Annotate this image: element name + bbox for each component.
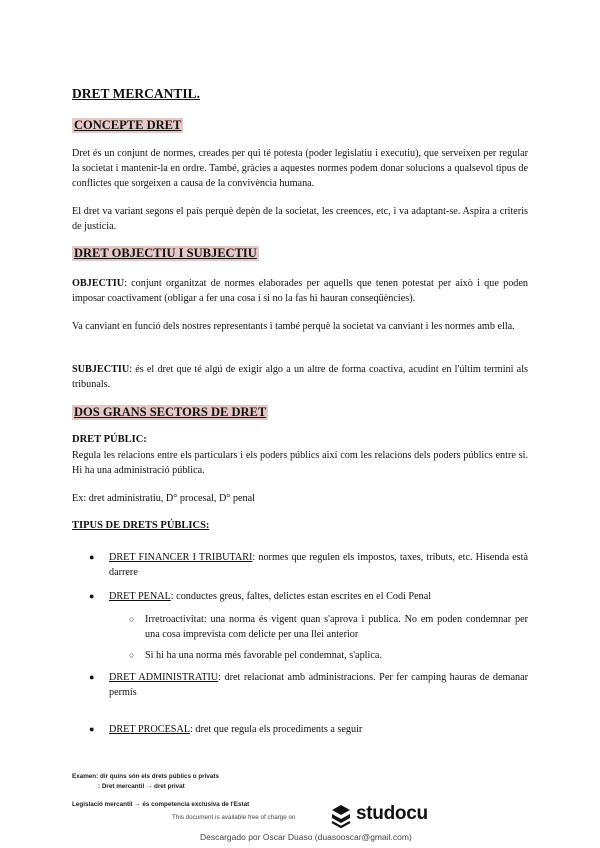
bullet-icon: ● xyxy=(89,591,95,601)
list-item xyxy=(89,589,528,604)
list-item-text: : conductes greus, faltes, delictes estan escrites en el Codi Penal xyxy=(170,591,432,602)
legislacio-note: Legislació mercantil → és competencia exclusiva de l'Estat xyxy=(72,801,250,808)
paragraph-concepte-1: Dret és un conjunt de normes, creades per qui té potesta (poder legislatiu i executiu), que serveixen per regular la societat i mantenir-la en ordre. També, gràcies a aquestes normes podem donar solucions a qualsevol tipus de conflictes que sorgeixen a causa de la convivència humana. xyxy=(72,148,528,189)
bullet-icon: ● xyxy=(89,552,95,562)
objectiu-label: OBJECTIU xyxy=(72,278,125,289)
list-item-text: : normes que regulen els impostos, taxes, tributs, etc. Hisenda està darrere xyxy=(109,552,528,578)
bullet-icon: ● xyxy=(89,724,95,734)
paragraph-concepte-2: El dret va variant segons el país perquè depèn de la societat, les creences, etc, i va adaptant-se. Aspira a criteris de justícia. xyxy=(72,206,528,232)
paragraph-dret-public: Regula les relacions entre els particulars i els poders públics així com les relacions dels poders públics entre si. Hi ha una administració pública. xyxy=(72,450,528,476)
sub-list-item xyxy=(129,612,528,642)
sub-list-item-text: Irretroactivitat: una norma és vigent quan s'aprova i publica. No em poden condemnar per una cosa imprevista com delicte per una llei anterior xyxy=(145,614,528,640)
paragraph-canvi: Va canviant en funció dels nostres representants i també perquè la societat va canviant i les normes amb ella. xyxy=(72,321,515,332)
circle-bullet-icon: ○ xyxy=(129,614,135,624)
list-item xyxy=(89,550,528,580)
list-item-label: DRET ADMINISTRATIU xyxy=(109,672,219,683)
subjectiu-text: : és el dret que té algú de exigir algo a un altre de forma coactiva, acudint en l'últim termini als tribunals. xyxy=(72,364,528,390)
heading-sectors: DOS GRANS SECTORS DE DRET xyxy=(74,405,267,419)
circle-bullet-icon: ○ xyxy=(129,650,135,660)
paragraph-objectiu xyxy=(72,276,528,306)
objectiu-text: : conjunt organitzat de normes elaborades per aquells que tenen potestat per això i que poden imposar coactivament (obligar a fer una cosa i si no la fas hi hauran conseqüències). xyxy=(72,278,528,304)
paragraph-example: Ex: dret administratiu, D° procesal, D° penal xyxy=(72,493,255,504)
availability-note: This document is available free of charge on xyxy=(172,814,296,821)
heading-dret-public: DRET PÚBLIC: xyxy=(72,434,147,445)
exam-note-line-1: Examen: dir quins són els drets públics o privats xyxy=(72,773,219,780)
bullet-icon: ● xyxy=(89,672,95,682)
list-item-label: DRET FINANCER I TRIBUTARI xyxy=(109,552,253,563)
heading-concepte: CONCEPTE DRET xyxy=(74,118,182,132)
list-item-text: : dret que regula els procediments a seguir xyxy=(190,724,363,735)
heading-objectiu-subjectiu: DRET OBJECTIU I SUBJECTIU xyxy=(74,246,257,260)
sub-list-item xyxy=(129,648,528,663)
paragraph-subjectiu xyxy=(72,362,528,392)
sub-list-item-text: Si hi ha una norma més favorable pel condemnat, s'aplica. xyxy=(145,650,382,661)
list-item xyxy=(89,670,528,700)
list-item-label: DRET PROCESAL xyxy=(109,724,191,735)
list-item xyxy=(89,722,528,737)
list-item-text: : dret relacionat amb administracions. Per fer camping hauras de demanar permís xyxy=(109,672,528,698)
list-item-label: DRET PENAL xyxy=(109,591,171,602)
studocu-logo-text: studocu xyxy=(356,803,428,824)
document-title: DRET MERCANTIL. xyxy=(72,86,201,101)
heading-tipus-drets: TIPUS DE DRETS PÚBLICS: xyxy=(72,520,210,531)
studocu-logo-icon xyxy=(330,804,352,828)
exam-note-line-2: : Dret mercantil → dret privat xyxy=(98,783,185,790)
subjectiu-label: SUBJECTIU xyxy=(72,364,130,375)
download-note: Descargado por Oscar Duaso (duasooscar@gmail.com) xyxy=(200,832,412,842)
